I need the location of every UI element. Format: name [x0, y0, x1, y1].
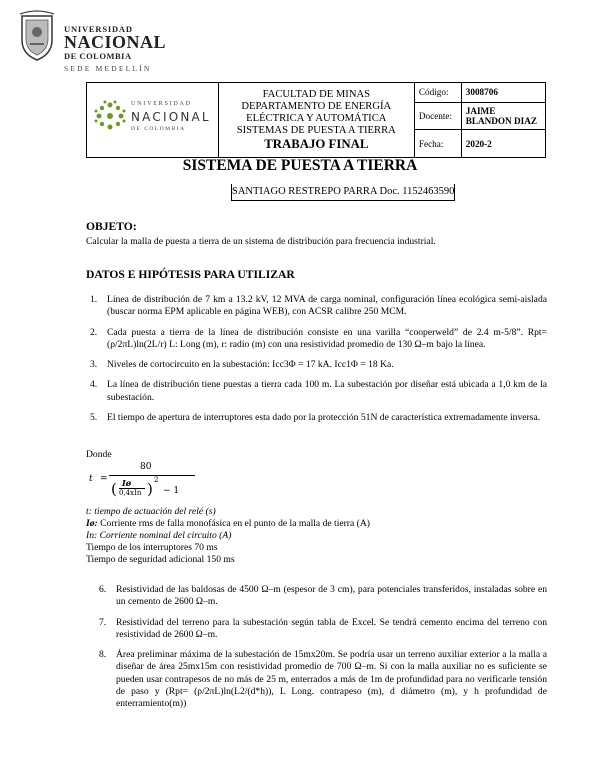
course: SISTEMAS DE PUESTA A TIERRA — [236, 124, 396, 136]
logo-line2: NACIONAL — [64, 32, 167, 52]
definition-breakers: Tiempo de los interruptores 70 ms — [86, 542, 218, 553]
list-item: 3. Niveles de cortocircuito en la subestación: Icc3Φ = 17 kA. Icc1Φ = 18 Ka. — [90, 359, 394, 371]
formula-minus: − 1 — [163, 486, 180, 496]
university-logo — [18, 10, 168, 73]
hypothesis-list — [77, 294, 547, 424]
formula-eq: = — [100, 474, 108, 484]
coat-of-arms-icon — [18, 10, 56, 62]
definition-in: In: Corriente nominal del circuito (A) — [86, 530, 232, 541]
hypothesis-list-2 — [86, 584, 547, 711]
date-value: 2020-2 — [461, 130, 545, 158]
donde-label: Donde — [86, 449, 112, 460]
work-title: TRABAJO FINAL — [264, 136, 369, 151]
code-label: Código: — [414, 83, 461, 103]
datos-heading: DATOS E HIPÓTESIS PARA UTILIZAR — [86, 268, 295, 281]
formula-numerator: 80 — [140, 462, 152, 472]
list-item: 6. Resistividad de las baldosas de 4500 Ω–m (espesor de 3 cm), para potenciales transferidos, instaladas sobre en un cemento de 2600 Ω–m. — [99, 584, 547, 608]
formula-inner-num: Iø — [122, 478, 132, 488]
logo-line1: UNIVERSIDAD — [64, 24, 133, 34]
header-table — [86, 82, 546, 158]
list-item: 2. Cada puesta a tierra de la línea de distribución consiste en una varilla “cooperweld” de 2.4 m-5/8”. Rpt= (ρ/2πL)ln(2L/r) L: Long (m), r: radio (m) con una resistividad promedio de 130 Ω–m bajo la línea. — [90, 326, 547, 350]
date-label: Fecha: — [414, 130, 461, 158]
definition-t: t: tiempo de actuación del relé (s) — [86, 506, 216, 517]
definition-io: Iø: Corriente rms de falla monofásica en el punto de la malla de tierra (A) — [86, 518, 370, 529]
teacher-label: Docente: — [414, 102, 461, 130]
objeto-heading: OBJETO: — [86, 220, 137, 233]
teacher-value: JAIME BLANDON DIAZ — [461, 102, 545, 130]
header-logo-line2: NACIONAL — [131, 110, 211, 124]
author-box: SANTIAGO RESTREPO PARRA Doc. 1152463590 — [231, 184, 455, 201]
header-logo-cell — [87, 83, 219, 158]
un-emblem-icon — [93, 99, 127, 133]
header-center-cell — [218, 83, 414, 158]
list-item: 7. Resistividad del terreno para la subestación según tabla de Excel. Se tendrá cemento encima del terreno con resistividad de 2600 Ω–m. — [99, 616, 547, 640]
formula-lhs: t — [89, 474, 93, 484]
list-item: 8. Área preliminar máxima de la subestación de 15mx20m. Se podría usar un terreno auxiliar exterior a la malla a diseñar de área 25mx15m con resistividad promedio de 700 Ω–m. Si con la malla auxiliar no es suficiente se pueden usar contrapesos de no más de 25 m, enterrados a más de 1m de profundidad para no verificarle tensión de paso y (Rpt= (ρ/2πL)ln(L2/(d*h)), L Long. contrapeso (m), d diámetro (m), y h profundidad de enterramiento(m)) — [99, 649, 547, 710]
page-title: SISTEMA DE PUESTA A TIERRA — [182, 157, 418, 174]
paren-open: ( — [111, 480, 117, 498]
faculty: FACULTAD DE MINAS — [262, 88, 371, 100]
header-logo-line3: DE COLOMBIA — [131, 126, 186, 132]
list-item: 1. Línea de distribución de 7 km a 13.2 kV, 12 MVA de carga nominal, configuración línea ecológica semi-aislada (buscar norma EPM aplicable en página WEB), con ACSR calibre 250 MCM. — [90, 294, 547, 318]
list-item: 5. El tiempo de apertura de interruptores esta dado por la protección 51N de característica extremadamente inversa. — [90, 412, 541, 424]
definition-safety: Tiempo de seguridad adicional 150 ms — [86, 554, 235, 565]
un-logo — [93, 93, 213, 143]
header-logo-line1: UNIVERSIDAD — [131, 101, 192, 107]
paren-close: ) — [147, 480, 153, 498]
formula-inner-den: 0,4xIn — [119, 489, 142, 497]
fraction-bar — [109, 475, 195, 476]
code-value: 3008706 — [461, 83, 545, 103]
logo-line3: DE COLOMBIA — [64, 51, 132, 61]
logo-line4: SEDE MEDELLÍN — [64, 64, 152, 73]
objeto-text: Calcular la malla de puesta a tierra de un sistema de distribución para frecuencia industrial. — [86, 236, 436, 247]
formula-exp: 2 — [154, 476, 159, 484]
relay-time-formula — [87, 462, 197, 500]
list-item: 4. La línea de distribución tiene puestas a tierra cada 100 m. La subestación por diseñar está ubicada a 1,0 km de la subestación. — [90, 379, 547, 403]
department: DEPARTAMENTO DE ENERGÍA ELÉCTRICA Y AUTOMÁTICA — [241, 100, 392, 124]
